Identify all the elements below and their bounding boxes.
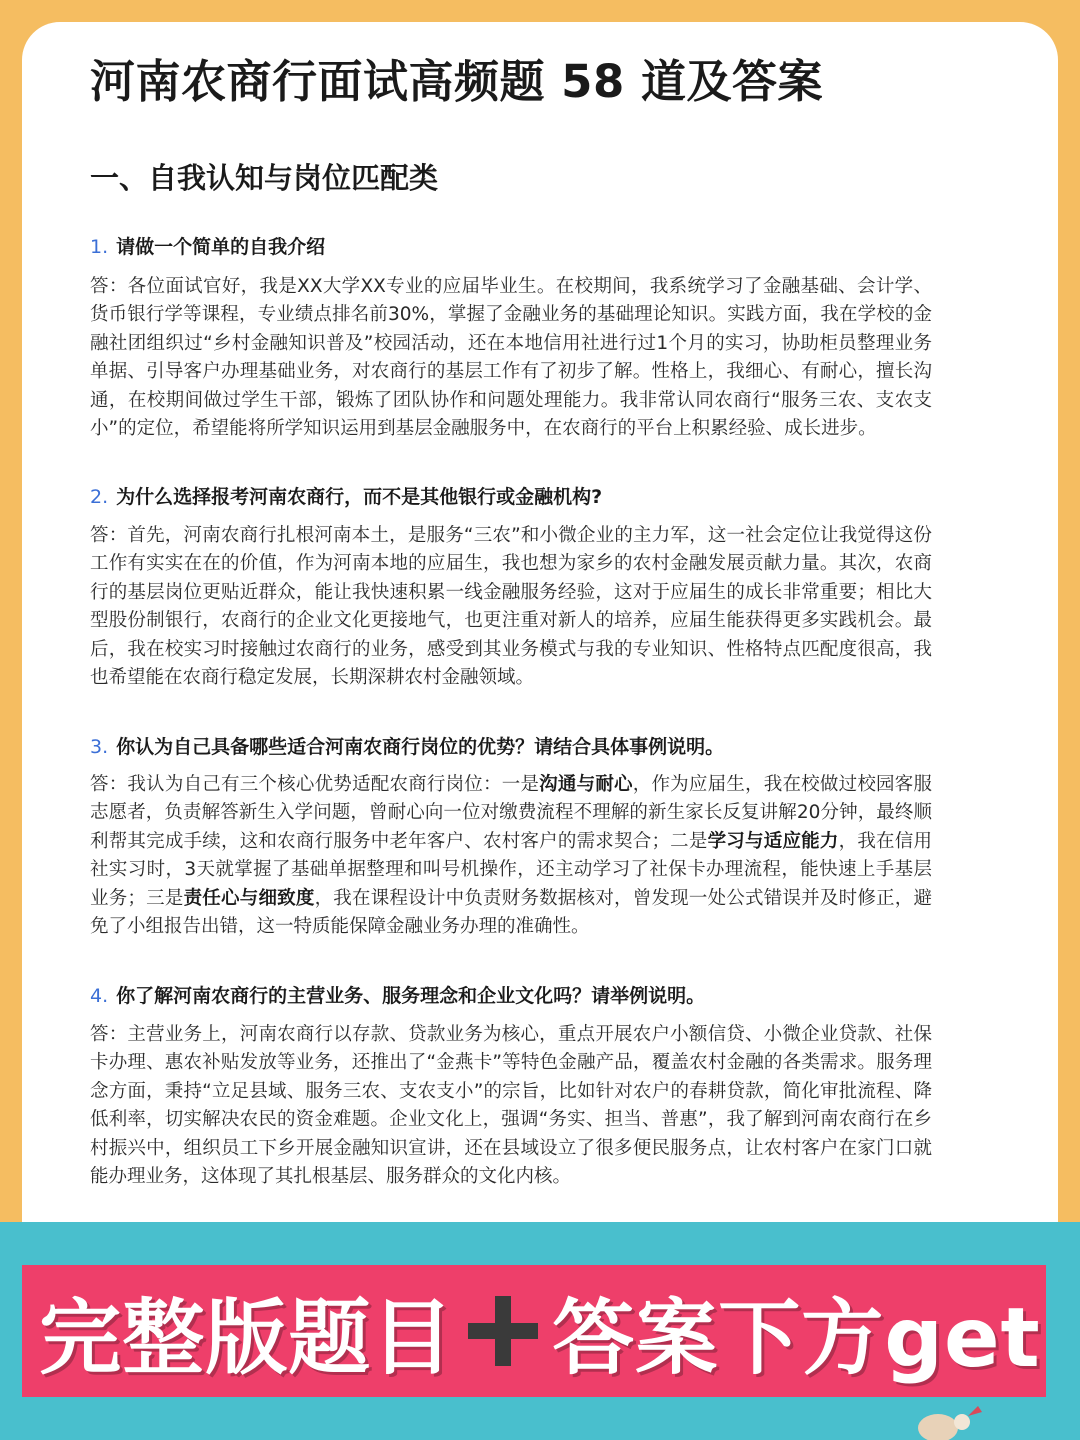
promo-banner-text[interactable] xyxy=(0,1265,1080,1397)
answer-4: 答：主营业务上，河南农商行以存款、贷款业务为核心，重点开展农户小额信贷、小微企业贷款、社保卡办理、惠农补贴发放等业务，还推出了“金燕卡”等特色金融产品，覆盖农村金融的各类需求。服务理念方面，秉持“立足县域、服务三农、支农支小”的宗旨，比如针对农户的春耕贷款，简化审批流程、降低利率，切实解决农民的资金难题。企业文化上，强调“务实、担当、普惠”，我了解到河南农商行在乡村振兴中，组织员工下乡开展金融知识宣讲，还在县域设立了很多便民服务点，让农村客户在家门口就能办理业务，这体现了其扎根基层、服务群众的文化内核。 xyxy=(90,1024,932,1188)
question-2 xyxy=(90,482,950,512)
question-text: 请做一个简单的自我介绍 xyxy=(116,236,326,258)
section-title: 一、自我认知与岗位匹配类 xyxy=(90,161,439,195)
highlight-text: 学习与适应能力 xyxy=(707,830,839,852)
question-number: 1. xyxy=(90,236,109,258)
banner-right-text: 答案下方get xyxy=(552,1290,1041,1386)
sticker-icon xyxy=(908,1398,988,1440)
highlight-text: 责任心与细致度 xyxy=(183,887,315,909)
page-title: 河南农商行面试高频题 58 道及答案 xyxy=(90,55,823,108)
answer-text: ，作为应届生，我在校做过校园客服志愿者，负责解答新生入学问题，曾耐心向一位对缴费流程不理解的新生家长反复讲解20分钟，最终顺利帮其完成手续，这和农商行服务中老年客户、农村客户的需求契合；二是 xyxy=(90,774,932,852)
banner-left-text: 完整版题目 xyxy=(39,1290,455,1386)
question-3 xyxy=(90,732,950,762)
question-number: 4. xyxy=(90,985,109,1007)
question-text: 你认为自己具备哪些适合河南农商行岗位的优势？请结合具体事例说明。 xyxy=(116,736,725,758)
plus-icon xyxy=(468,1296,538,1366)
question-1 xyxy=(90,232,950,262)
question-text: 你了解河南农商行的主营业务、服务理念和企业文化吗？请举例说明。 xyxy=(116,985,706,1007)
question-4 xyxy=(90,981,950,1011)
answer-text: 答：我认为自己有三个核心优势适配农商行岗位：一是 xyxy=(90,774,540,795)
question-text: 为什么选择报考河南农商行，而不是其他银行或金融机构? xyxy=(116,486,603,508)
answer-text: ，我在信用社实习时，3天就掌握了基础单据整理和叫号机操作，还主动学习了社保卡办理流程，能快速上手基层业务；三是 xyxy=(90,830,932,909)
question-number: 2. xyxy=(90,486,109,508)
highlight-text: 沟通与耐心 xyxy=(539,774,633,795)
answer-1: 答：各位面试官好，我是XX大学XX专业的应届毕业生。在校期间，我系统学习了金融基础、会计学、货币银行学等课程，专业绩点排名前30%，掌握了金融业务的基础理论知识。实践方面，我在学校的金融社团组织过“乡村金融知识普及”校园活动，还在本地信用社进行过1个月的实习，协助柜员整理业务单据、引导客户办理基础业务，对农商行的基层工作有了初步了解。性格上，我细心、有耐心，擅长沟通，在校期间做过学生干部，锻炼了团队协作和问题处理能力。我非常认同农商行“服务三农、支农支小”的定位，希望能将所学知识运用到基层金融服务中，在农商行的平台上积累经验、成长进步。 xyxy=(90,276,932,440)
answer-text: ，我在课程设计中负责财务数据核对，曾发现一处公式错误并及时修正，避免了小组报告出错，这一特质能保障金融业务办理的准确性。 xyxy=(90,887,932,938)
answer-3 xyxy=(90,771,932,941)
answer-2: 答：首先，河南农商行扎根河南本土，是服务“三农”和小微企业的主力军，这一社会定位让我觉得这份工作有实实在在的价值，作为河南本地的应届生，我也想为家乡的农村金融发展贡献力量。其次，农商行的基层岗位更贴近群众，能让我快速积累一线金融服务经验，这对于应届生的成长非常重要；相比大型股份制银行，农商行的企业文化更接地气，也更注重对新人的培养，应届生能获得更多实践机会。最后，我在校实习时接触过农商行的业务，感受到其业务模式与我的专业知识、性格特点匹配度很高，我也希望能在农商行稳定发展，长期深耕农村金融领域。 xyxy=(90,525,932,689)
question-number: 3. xyxy=(90,736,109,758)
